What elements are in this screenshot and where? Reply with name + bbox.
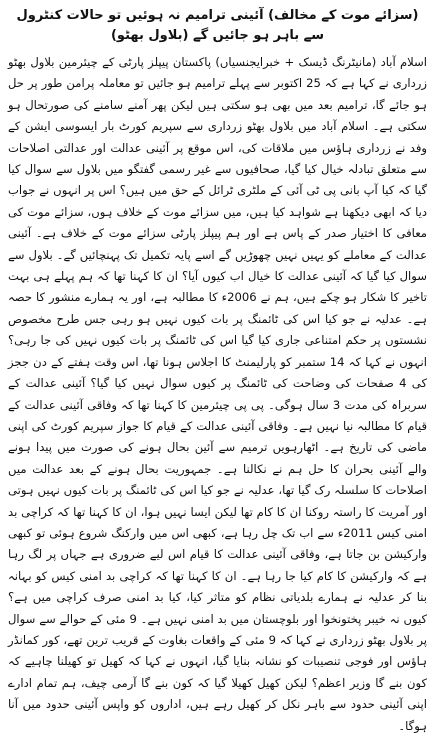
article-headline: (سزائے موت کے مخالف) آئینی ترامیم نہ ہوئیں تو حالات کنٹرول سے باہر ہو جائیں گے (بلاول بھٹو) — [16, 8, 419, 43]
article-paragraph: اسلام آباد (مانیٹرنگ ڈیسک + خبرایجنسیاں) پاکستان پیپلز پارٹی کے چیئرمین بلاول بھٹو زرداری نے کہا ہے کہ 25 اکتوبر سے پہلے ترامیم ہو جائیں تو معاملہ پرامن طور پر حل ہو جائے گا، ترامیم بعد میں بھی ہو سکتی ہیں لیکن پھر آمنے سامنے کی صورتحال ہو سکتی ہے۔ اسلام آباد میں بلاول بھٹو زرداری سے سپریم کورٹ بار ایسوسی ایشن کے وفد نے زرداری ہاؤس میں ملاقات کی، اس موقع پر آئینی عدالت اور عدالتی اصلاحات سے متعلق تبادلہ خیال کیا گیا، صحافیوں سے غیر رسمی گفتگو میں بلاول سے سوال کیا گیا کہ کیا آپ بانی پی ٹی آئی کے ملٹری ٹرائل کے حق میں ہیں؟ اس پر انہوں نے جواب دیا کہ ابھی دیکھنا ہے شواہد کیا ہیں، میں سزائے موت کے خلاف ہوں، سزائے موت کی معافی کا اختیار صدر کے پاس ہے اور ہم پیپلز پارٹی سزائے موت کے خلاف ہے۔ آئینی عدالت کے معاملے کو یہیں نہیں چھوڑیں گے اسے پایہ تکمیل تک پہنچائیں گے۔ بلاول سے سوال کیا گیا کہ آئینی عدالت کا خیال اب کیوں آیا؟ ان کا کہنا تھا کہ ہم پہلے ہی بہت تاخیر کا شکار ہو چکے ہیں، ہم نے 2006ء کا مطالبہ ہے، اور یہ ہمارے منشور کا حصہ ہے۔ عدلیہ نے جو کیا اس کی ٹائمنگ پر بات کیوں نہیں ہو رہی جس طرح مخصوص نشستوں پر حکم امتناعی جاری کیا گیا اس کی ٹائمنگ پر بات کیوں نہیں کی جا رہی؟ انہوں نے کہا کہ 14 ستمبر کو پارلیمنٹ کا اجلاس ہونا تھا، اس وقت ہفتے کے دن ججز کی 4 صفحات کی وضاحت کی ٹائمنگ پر کیوں سوال نہیں کیا گیا؟ آئینی عدالت کے سربراہ کی مدت 3 سال ہوگی۔ پی پی چیئرمین کا کہنا تھا کہ وفاقی آئینی عدالت کے قیام کا مطالبہ نیا نہیں ہے۔ وفاقی آئینی عدالت کے قیام کا جواز سپریم کورٹ کی اپنی ماضی کی تاریخ ہے۔ اٹھارہویں ترمیم سے آئین بحال ہونے کی صورت میں پیدا ہونے والے آئینی بحران کا حل ہم نے نکالنا ہے۔ جمہوریت بحال ہونے کے بعد عدالت میں اصلاحات کا سلسلہ رک گیا تھا، عدلیہ نے جو کیا اس کی ٹائمنگ پر بات کیوں نہیں ہوتی اور آمریت کا راستہ روکنا ان کا کام تھا لیکن ایسا نہیں ہوا، ان کا کہنا تھا کہ کراچی بد امنی کیس 2011ء سے اب تک چل رہا ہے، کبھی اس میں وارکنگ شروع ہوئی تو کبھی وارکیشن بن جاتا ہے، وفاقی آئینی عدالت کا قیام اس لیے ضروری ہے جہاں پر لگ رہا ہے کہ وارکیشن کا کام کیا جا رہا ہے۔ ان کا کہنا تھا کہ کراچی بد امنی کیس کو بہانہ بنا کر عدلیہ نے ہمارے بلدیاتی نظام کو متاثر کیا، کیا بد امنی صرف کراچی میں ہے؟ کیوں نہ خیبر پختونخوا اور بلوچستان میں بد امنی نہیں ہے۔ 9 مئی کے حوالے سے سوال پر بلاول بھٹو زرداری نے کہا کہ 9 مئی کے واقعات بغاوت کے قریب ترین تھے، کور کمانڈر ہاؤس اور فوجی تنصیبات کو نشانہ بنایا گیا، انہوں نے کہا کہ کھیل تو کھیلنا چاہیے کہ کون بنے گا وزیر اعظم؟ لیکن کھیل کھیلا گیا کہ کون بنے گا آرمی چیف، ہم تمام ادارے اپنی آئینی حدود سے باہر نکل کر کھیل رہے ہیں، اداروں کو واپس آئینی حدود میں آنا ہوگا۔ — [8, 55, 428, 733]
article-body — [8, 52, 427, 737]
